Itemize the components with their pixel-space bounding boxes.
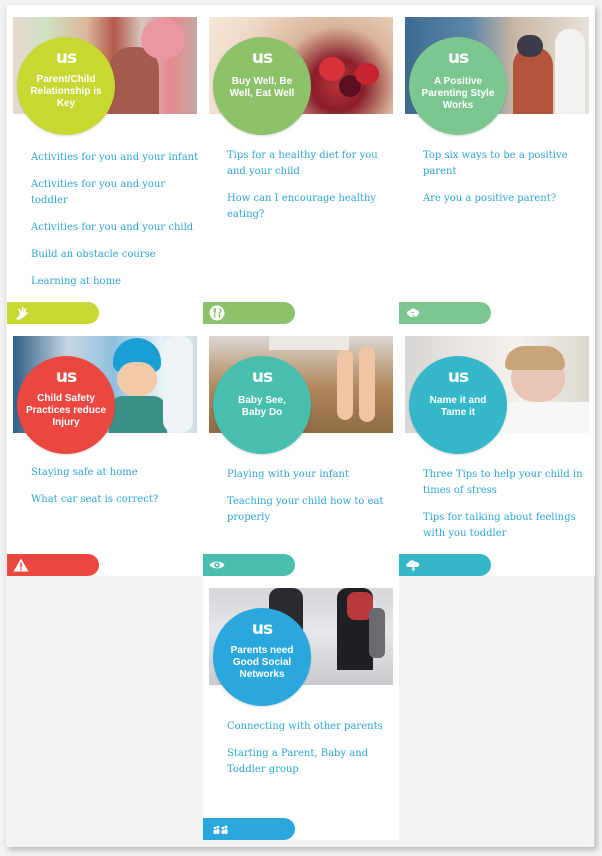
category-tab[interactable] bbox=[203, 818, 295, 840]
topic-link[interactable]: Tips for talking about feelings with you toddler bbox=[423, 512, 576, 539]
link-list bbox=[227, 719, 395, 789]
card-child-safety bbox=[7, 324, 203, 576]
us-logo: us bbox=[55, 367, 77, 387]
topic-circle bbox=[17, 37, 115, 135]
topic-circle bbox=[409, 356, 507, 454]
card-eat-well bbox=[203, 5, 399, 324]
us-logo: us bbox=[447, 48, 469, 68]
card-name-it bbox=[399, 324, 595, 576]
eye-icon bbox=[209, 557, 225, 573]
topic-circle bbox=[409, 37, 507, 135]
category-tab[interactable] bbox=[7, 302, 99, 324]
us-logo: us bbox=[55, 48, 77, 68]
warning-icon bbox=[13, 557, 29, 573]
topic-title: Name it and Tame it bbox=[429, 395, 487, 418]
topic-title: Buy Well, Be Well, Eat Well bbox=[229, 76, 295, 99]
topic-title: Parent/Child Relationship is Key bbox=[30, 74, 102, 109]
category-tab[interactable] bbox=[399, 554, 491, 576]
topic-link[interactable]: Playing with your infant bbox=[227, 469, 349, 480]
card-positive-parenting bbox=[399, 5, 595, 324]
storm-cloud-icon bbox=[405, 557, 421, 573]
category-tab[interactable] bbox=[7, 554, 99, 576]
topic-link[interactable]: Tips for a healthy diet for you and your child bbox=[227, 150, 378, 177]
topic-circle bbox=[213, 356, 311, 454]
topic-link[interactable]: Are you a positive parent? bbox=[423, 193, 557, 204]
topic-link[interactable]: Learning at home bbox=[31, 276, 121, 287]
fork-knife-icon bbox=[209, 305, 225, 321]
topic-link[interactable]: What car seat is correct? bbox=[31, 494, 159, 505]
link-list bbox=[423, 148, 591, 218]
topic-link[interactable]: Connecting with other parents bbox=[227, 721, 383, 732]
topic-link[interactable]: Teaching your child how to eat properly bbox=[227, 496, 384, 523]
category-tab[interactable] bbox=[203, 554, 295, 576]
topic-link[interactable]: Activities for you and your infant bbox=[31, 152, 199, 163]
category-tab[interactable] bbox=[203, 302, 295, 324]
hand-icon bbox=[13, 305, 29, 321]
category-tab[interactable] bbox=[399, 302, 491, 324]
topic-title: A Positive Parenting Style Works bbox=[421, 76, 495, 111]
topic-link[interactable]: How can I encourage healthy eating? bbox=[227, 193, 377, 220]
topic-link[interactable]: Top six ways to be a positive parent bbox=[423, 150, 568, 177]
people-icon bbox=[209, 821, 231, 837]
topic-title: Parents need Good Social Networks bbox=[230, 645, 294, 680]
card-baby-see bbox=[203, 324, 399, 576]
link-list bbox=[31, 150, 199, 301]
link-list bbox=[423, 467, 591, 553]
topic-link[interactable]: Starting a Parent, Baby and Toddler group bbox=[227, 748, 369, 775]
topic-link[interactable]: Activities for you and your child bbox=[31, 222, 194, 233]
topic-circle bbox=[213, 37, 311, 135]
link-list bbox=[227, 467, 395, 537]
card-parent-child bbox=[7, 5, 203, 324]
us-logo: us bbox=[251, 48, 273, 68]
topic-link[interactable]: Activities for you and your toddler bbox=[31, 179, 166, 206]
topic-link[interactable]: Staying safe at home bbox=[31, 467, 138, 478]
us-logo: us bbox=[251, 619, 273, 639]
topic-circle bbox=[17, 356, 115, 454]
us-logo: us bbox=[447, 367, 469, 387]
topic-link[interactable]: Build an obstacle course bbox=[31, 249, 156, 260]
link-list bbox=[227, 148, 395, 234]
topic-link[interactable]: Three Tips to help your child in times of stress bbox=[423, 469, 583, 496]
us-logo: us bbox=[251, 367, 273, 387]
topic-title: Baby See, Baby Do bbox=[238, 395, 286, 418]
card-social-networks bbox=[203, 576, 399, 840]
topic-title: Child Safety Practices reduce Injury bbox=[25, 393, 107, 428]
topic-circle bbox=[213, 608, 311, 706]
link-list bbox=[31, 465, 199, 519]
brain-icon bbox=[405, 305, 421, 321]
